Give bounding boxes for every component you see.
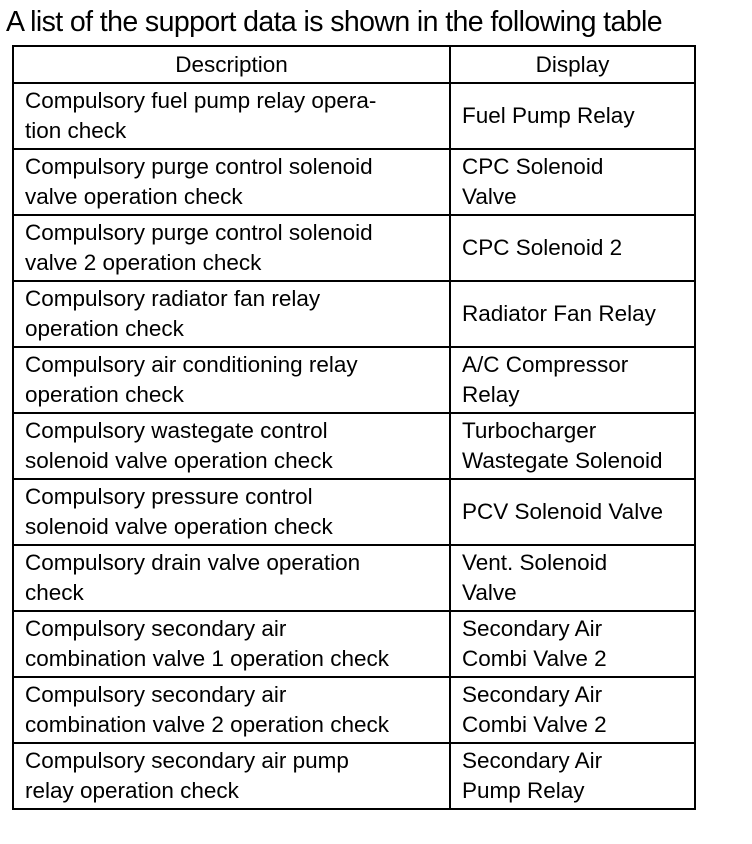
display-text: Secondary Air Pump Relay <box>462 748 603 803</box>
page-heading: A list of the support data is shown in the following table <box>6 6 662 38</box>
display-text: CPC Solenoid Valve <box>462 154 604 209</box>
description-text: Compulsory secondary air combination valve 1 operation check <box>25 616 389 671</box>
display-text: Secondary Air Combi Valve 2 <box>462 616 607 671</box>
display-text: Radiator Fan Relay <box>462 301 656 326</box>
table-row <box>13 347 695 413</box>
description-text: Compulsory secondary air combination valve 2 operation check <box>25 682 389 737</box>
display-cell <box>450 413 695 479</box>
display-text: Vent. Solenoid Valve <box>462 550 608 605</box>
description-cell <box>13 347 450 413</box>
description-text: Compulsory pressure control solenoid valve operation check <box>25 484 333 539</box>
table-row <box>13 83 695 149</box>
description-cell <box>13 479 450 545</box>
description-text: Compulsory wastegate control solenoid valve operation check <box>25 418 333 473</box>
display-cell <box>450 149 695 215</box>
description-text: Compulsory purge control solenoid valve operation check <box>25 154 373 209</box>
display-cell <box>450 215 695 281</box>
description-cell <box>13 677 450 743</box>
display-cell <box>450 611 695 677</box>
display-text: A/C Compressor Relay <box>462 352 629 407</box>
description-cell <box>13 545 450 611</box>
table-header-row <box>13 46 695 83</box>
display-cell <box>450 545 695 611</box>
table-row <box>13 149 695 215</box>
description-cell <box>13 215 450 281</box>
display-text: Fuel Pump Relay <box>462 103 635 128</box>
display-text: Secondary Air Combi Valve 2 <box>462 682 607 737</box>
description-cell <box>13 611 450 677</box>
description-text: Compulsory secondary air pump relay operation check <box>25 748 349 803</box>
description-text: Compulsory drain valve operation check <box>25 550 361 605</box>
display-cell <box>450 479 695 545</box>
display-cell <box>450 347 695 413</box>
display-cell <box>450 83 695 149</box>
description-cell <box>13 413 450 479</box>
table-row <box>13 281 695 347</box>
description-cell <box>13 743 450 809</box>
description-cell <box>13 281 450 347</box>
table-row <box>13 215 695 281</box>
column-header-display: Display <box>450 46 695 83</box>
support-data-table <box>12 45 696 810</box>
description-text: Compulsory radiator fan relay operation check <box>25 286 321 341</box>
column-header-description: Description <box>13 46 450 83</box>
display-text: PCV Solenoid Valve <box>462 499 663 524</box>
display-cell <box>450 677 695 743</box>
display-text: Turbocharger Wastegate Solenoid <box>462 418 663 473</box>
display-cell <box>450 281 695 347</box>
table-row <box>13 743 695 809</box>
table-row <box>13 479 695 545</box>
description-cell <box>13 149 450 215</box>
description-text: Compulsory air conditioning relay operation check <box>25 352 358 407</box>
description-cell <box>13 83 450 149</box>
description-text: Compulsory purge control solenoid valve 2 operation check <box>25 220 373 275</box>
table-row <box>13 677 695 743</box>
description-text: Compulsory fuel pump relay opera- tion check <box>25 88 377 143</box>
display-text: CPC Solenoid 2 <box>462 235 623 260</box>
table-row <box>13 413 695 479</box>
table-row <box>13 611 695 677</box>
table-row <box>13 545 695 611</box>
display-cell <box>450 743 695 809</box>
